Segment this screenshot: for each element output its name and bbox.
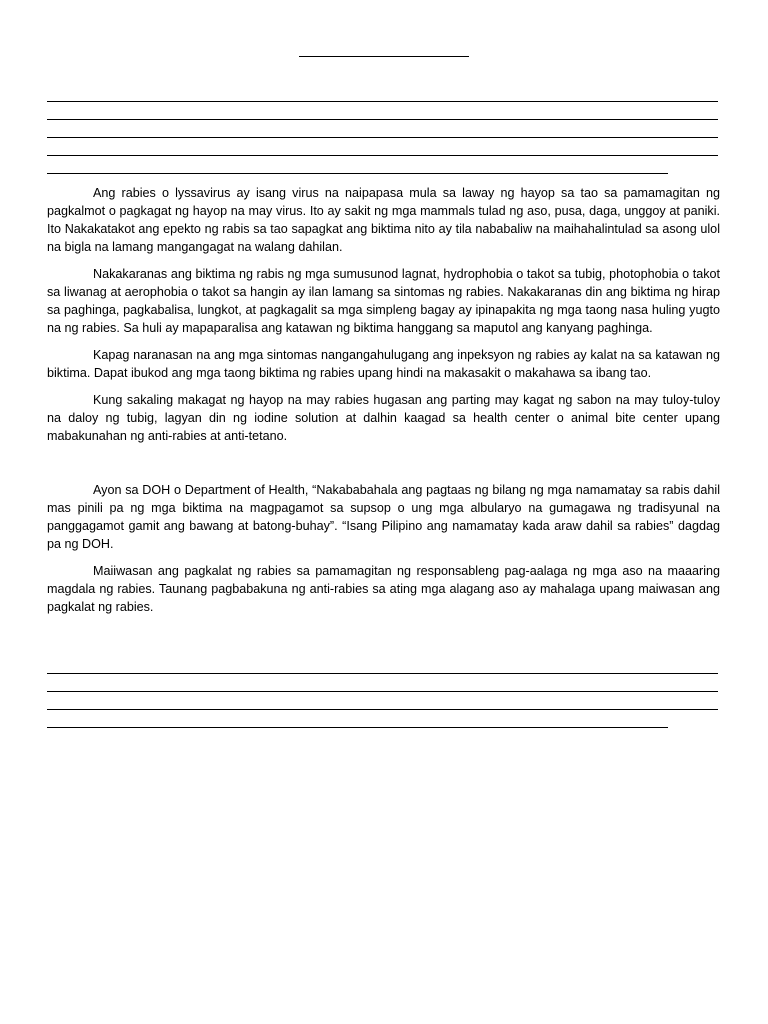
- writing-line: [47, 119, 718, 120]
- paragraph: Nakakaranas ang biktima ng rabis ng mga sumusunod lagnat, hydrophobia o takot sa tubig, photophobia o takot sa liwanag at aerophobia o takot sa hangin ay ilan lamang sa sintomas ng rabies. Nakakaranas din ang biktima ng hirap sa paghinga, pagkabalisa, lungkot, at pagkagalit sa mga simpleng bagay ay ipinapakita ng mga taong nasa huling yugto na ng rabies. Sa huli ay mapaparalisa ang katawan ng biktima hanggang sa maputol ang kanyang paghinga.: [47, 267, 720, 335]
- top-writing-lines: [47, 101, 718, 191]
- paragraph: Ayon sa DOH o Department of Health, “Nakababahala ang pagtaas ng bilang ng mga namamatay sa rabis dahil mas pinili pa ng mga biktima na magpagamot sa supsop o ung mga albularyo na gumagawa ng tradisyunal na panggagamot gamit ang bawang at batong-buhay”. “Isang Pilipino ang namamatay kada araw dahil sa rabies” dagdag pa ng DOH.: [47, 483, 720, 551]
- writing-line: [47, 155, 718, 156]
- writing-line: [47, 691, 718, 692]
- title-blank-line: [299, 56, 469, 57]
- writing-line: [47, 727, 668, 728]
- document-body: [47, 184, 720, 625]
- paragraph: Kung sakaling makagat ng hayop na may rabies hugasan ang parting may kagat ng sabon na may tuloy-tuloy na daloy ng tubig, lagyan din ng iodine solution at dalhin kaagad sa health center o animal bite center upang mabakunahan ng anti-rabies at anti-tetano.: [47, 393, 720, 443]
- writing-line: [47, 101, 718, 102]
- writing-line: [47, 173, 668, 174]
- writing-line: [47, 673, 718, 674]
- paragraph: Ang rabies o lyssavirus ay isang virus na naipapasa mula sa laway ng hayop sa tao sa pamamagitan ng pagkalmot o pagkagat ng hayop na may virus. Ito ay sakit ng mga mammals tulad ng aso, pusa, daga, unggoy at paniki. Ito Nakakatakot ang epekto ng rabis sa tao sapagkat ang biktima nito ay tila nababaliw na maihahalintulad sa asong ulol na bigla na lamang mangangagat na walang dahilan.: [47, 186, 720, 254]
- writing-line: [47, 137, 718, 138]
- paragraph: Kapag naranasan na ang mga sintomas nangangahulugang ang inpeksyon ng rabies ay kalat na sa katawan ng biktima. Dapat ibukod ang mga taong biktima ng rabies upang hindi na makasakit o makahawa sa ibang tao.: [47, 348, 720, 380]
- paragraph: Maiiwasan ang pagkalat ng rabies sa pamamagitan ng responsableng pag-aalaga ng mga aso na maaaring magdala ng rabies. Taunang pagbabakuna ng anti-rabies sa ating mga alagang aso ay mahalaga upang maiwasan ang pagkalat ng rabies.: [47, 564, 720, 614]
- bottom-writing-lines: [47, 673, 718, 745]
- writing-line: [47, 709, 718, 710]
